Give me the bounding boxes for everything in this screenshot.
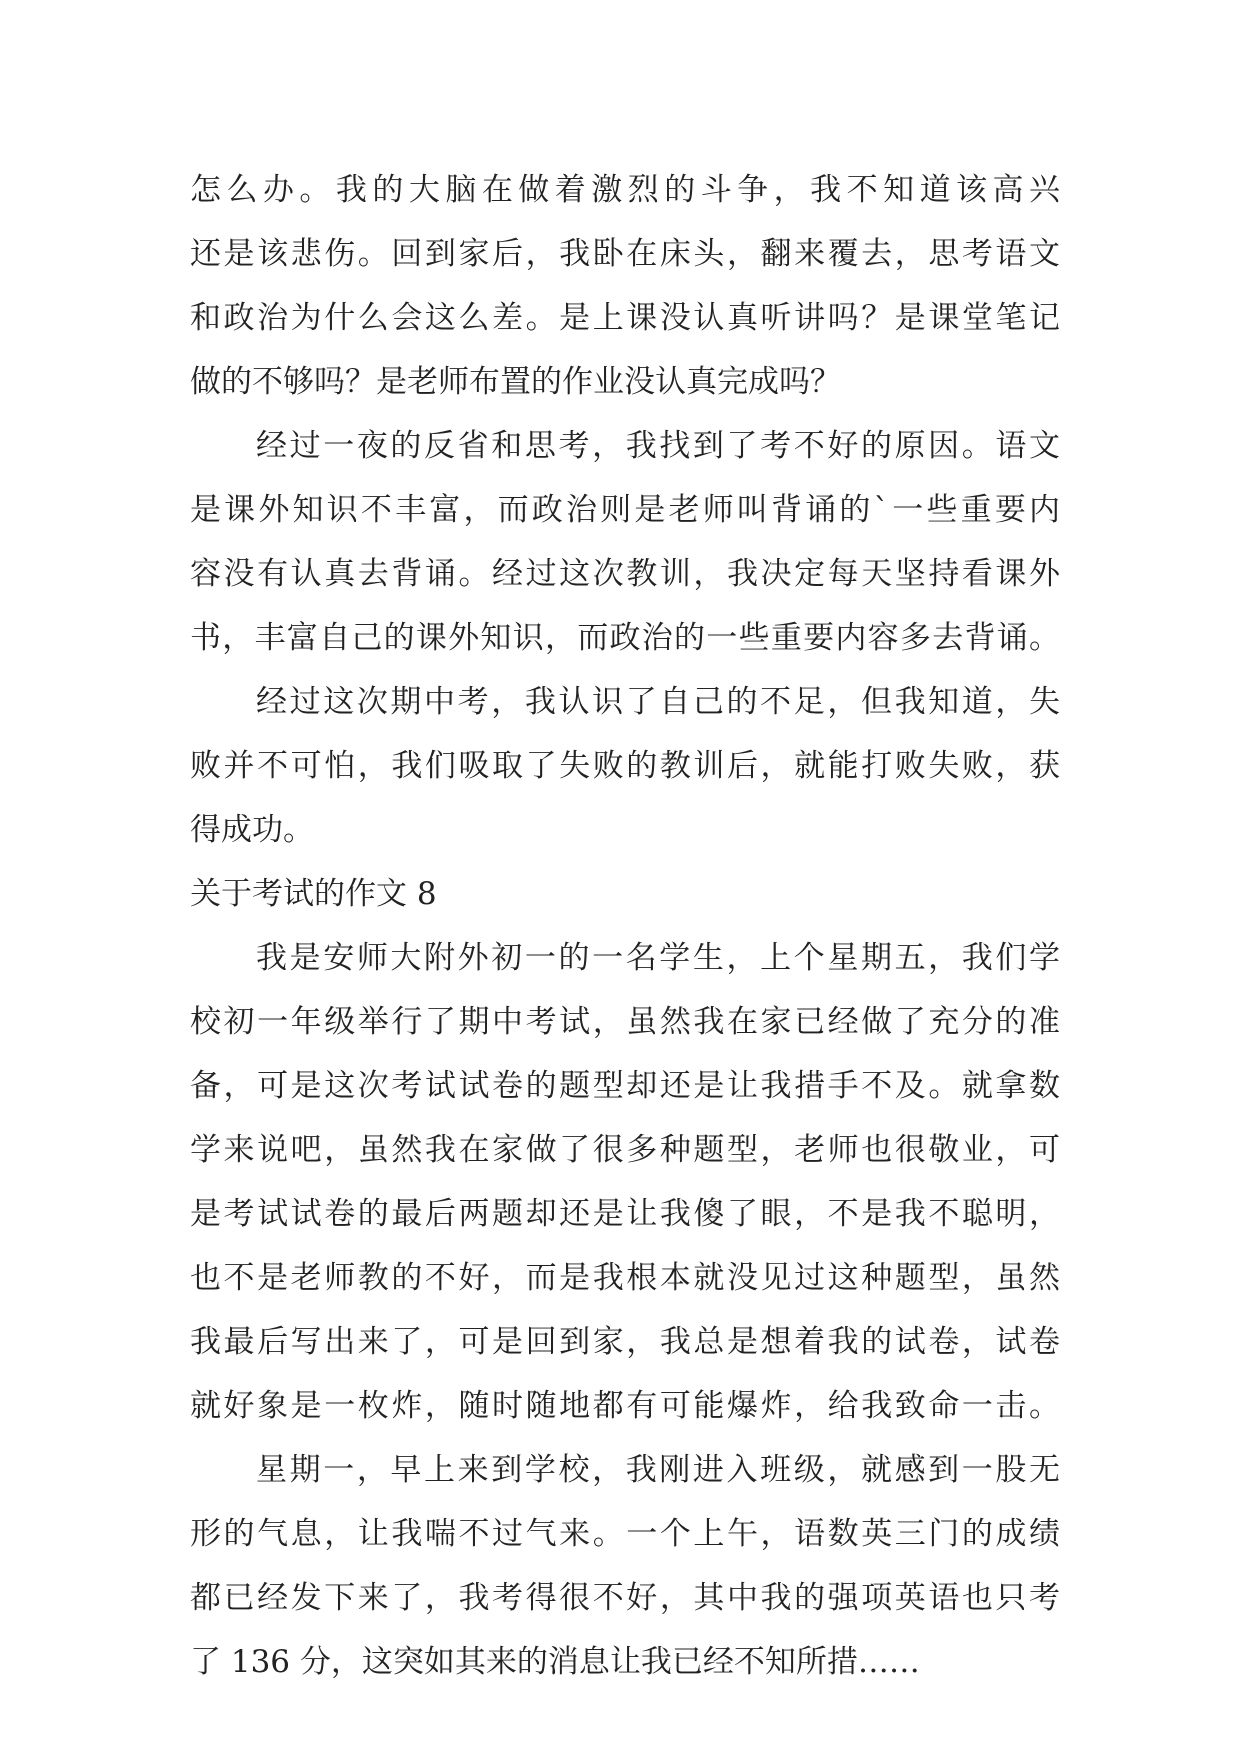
text-line: 我是安师大附外初一的一名学生，上个星期五，我们学 — [256, 940, 1060, 976]
text-line: 校初一年级举行了期中考试，虽然我在家已经做了充分的准 — [190, 1004, 1060, 1040]
text-line: 经过这次期中考，我认识了自己的不足，但我知道，失 — [256, 684, 1060, 720]
paragraph-5 — [190, 1438, 1060, 1694]
text-line: 做的不够吗？是老师布置的作业没认真完成吗？ — [190, 364, 841, 400]
text-line: 了 136 分，这突如其来的消息让我已经不知所措…… — [190, 1644, 920, 1680]
document-body — [190, 158, 1060, 1694]
paragraph-2 — [190, 414, 1060, 670]
paragraph-1 — [190, 158, 1060, 414]
text-line: 形的气息，让我喘不过气来。一个上午，语数英三门的成绩 — [190, 1516, 1060, 1552]
text-line: 经过一夜的反省和思考，我找到了考不好的原因。语文 — [256, 428, 1060, 464]
text-line: 书，丰富自己的课外知识，而政治的一些重要内容多去背诵。 — [190, 620, 1060, 656]
text-line: 都已经发下来了，我考得很不好，其中我的强项英语也只考 — [190, 1580, 1060, 1616]
text-line: 就好象是一枚炸，随时随地都有可能爆炸，给我致命一击。 — [190, 1388, 1060, 1424]
text-line: 我最后写出来了，可是回到家，我总是想着我的试卷，试卷 — [190, 1324, 1060, 1360]
section-heading: 关于考试的作文 8 — [190, 876, 437, 912]
text-line: 容没有认真去背诵。经过这次教训，我决定每天坚持看课外 — [190, 556, 1060, 592]
text-line: 也不是老师教的不好，而是我根本就没见过这种题型，虽然 — [190, 1260, 1060, 1296]
text-line: 还是该悲伤。回到家后，我卧在床头，翻来覆去，思考语文 — [190, 236, 1060, 272]
text-line: 怎么办。我的大脑在做着激烈的斗争，我不知道该高兴 — [190, 172, 1060, 208]
paragraph-3 — [190, 670, 1060, 862]
text-line: 学来说吧，虽然我在家做了很多种题型，老师也很敬业，可 — [190, 1132, 1060, 1168]
text-line: 备，可是这次考试试卷的题型却还是让我措手不及。就拿数 — [190, 1068, 1060, 1104]
text-line: 星期一，早上来到学校，我刚进入班级，就感到一股无 — [256, 1452, 1060, 1488]
paragraph-4 — [190, 926, 1060, 1438]
text-line: 是课外知识不丰富，而政治则是老师叫背诵的`一些重要内 — [190, 492, 1060, 528]
text-line: 败并不可怕，我们吸取了失败的教训后，就能打败失败，获 — [190, 748, 1060, 784]
text-line: 和政治为什么会这么差。是上课没认真听讲吗？是课堂笔记 — [190, 300, 1060, 336]
text-line: 得成功。 — [190, 812, 314, 848]
text-line: 是考试试卷的最后两题却还是让我傻了眼，不是我不聪明， — [190, 1196, 1060, 1232]
